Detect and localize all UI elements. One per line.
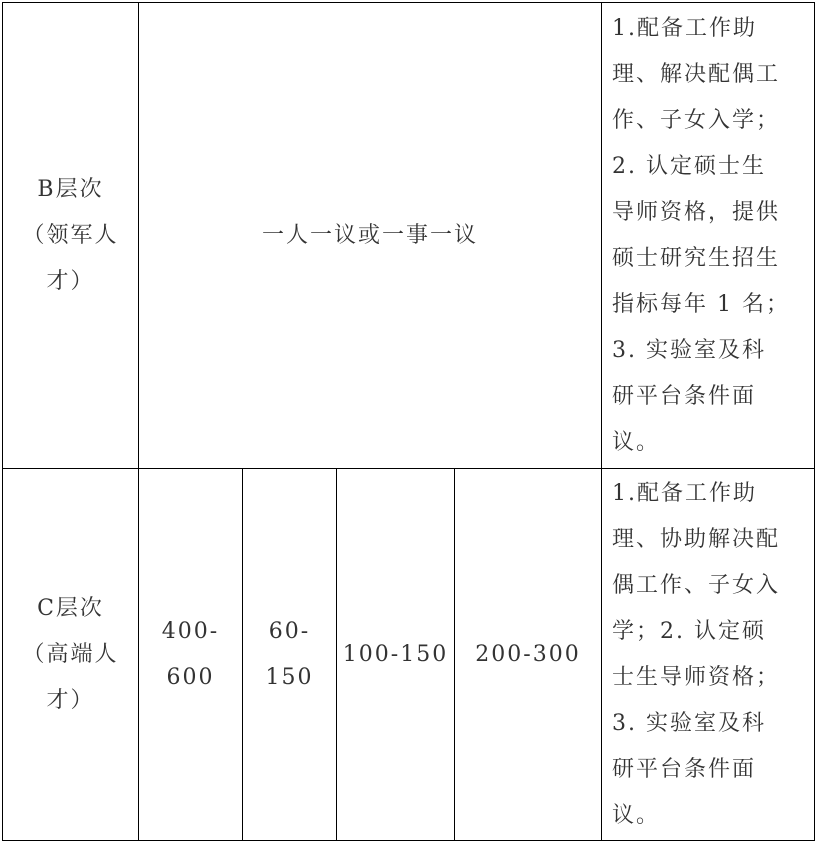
- value-cell-1: [139, 469, 243, 841]
- benefit-line: 1.配备工作助: [612, 15, 757, 41]
- benefit-line: 理、解决配偶工: [612, 61, 781, 87]
- value-cell-3: 100-150: [337, 469, 455, 841]
- negotiated-cell: 一人一议或一事一议: [139, 3, 602, 469]
- benefits-cell: [602, 3, 815, 469]
- benefit-line: 硕士研究生招生: [612, 245, 781, 271]
- benefit-line: 士生导师资格；: [612, 664, 781, 690]
- benefit-line: 导师资格，提供: [612, 199, 781, 225]
- table-row-b: [3, 3, 815, 469]
- level-name: B层次: [37, 176, 104, 202]
- benefit-line: 2. 认定硕士生: [612, 153, 766, 179]
- value-cell-4: 200-300: [455, 469, 602, 841]
- benefit-line: 理、协助解决配: [612, 526, 781, 552]
- benefit-line: 议。: [612, 429, 661, 455]
- value-line: 150: [265, 664, 314, 690]
- benefits-cell: [602, 469, 815, 841]
- level-desc-line: 才）: [46, 687, 95, 713]
- value-line: 60-: [268, 618, 311, 644]
- benefit-line: 1.配备工作助: [612, 480, 757, 506]
- table-row-c: [3, 469, 815, 841]
- level-desc-line: （领军人: [22, 222, 119, 248]
- benefit-line: 作、子女入学；: [612, 107, 781, 133]
- benefit-line: 偶工作、子女入: [612, 572, 781, 598]
- talent-policy-table: [2, 2, 815, 841]
- benefit-line: 研平台条件面: [612, 383, 757, 409]
- benefit-line: 3. 实验室及科: [612, 337, 766, 363]
- benefit-line: 指标每年 1 名；: [612, 291, 790, 317]
- value-line: 400-: [161, 618, 220, 644]
- level-desc-line: 才）: [46, 268, 95, 294]
- level-cell: [3, 469, 139, 841]
- benefit-line: 议。: [612, 802, 661, 828]
- value-cell-2: [243, 469, 337, 841]
- benefit-line: 学；2. 认定硕: [612, 618, 766, 644]
- level-cell: [3, 3, 139, 469]
- value-line: 600: [166, 664, 215, 690]
- level-name: C层次: [37, 595, 104, 621]
- level-desc-line: （高端人: [22, 641, 119, 667]
- benefit-line: 研平台条件面: [612, 756, 757, 782]
- benefit-line: 3. 实验室及科: [612, 710, 766, 736]
